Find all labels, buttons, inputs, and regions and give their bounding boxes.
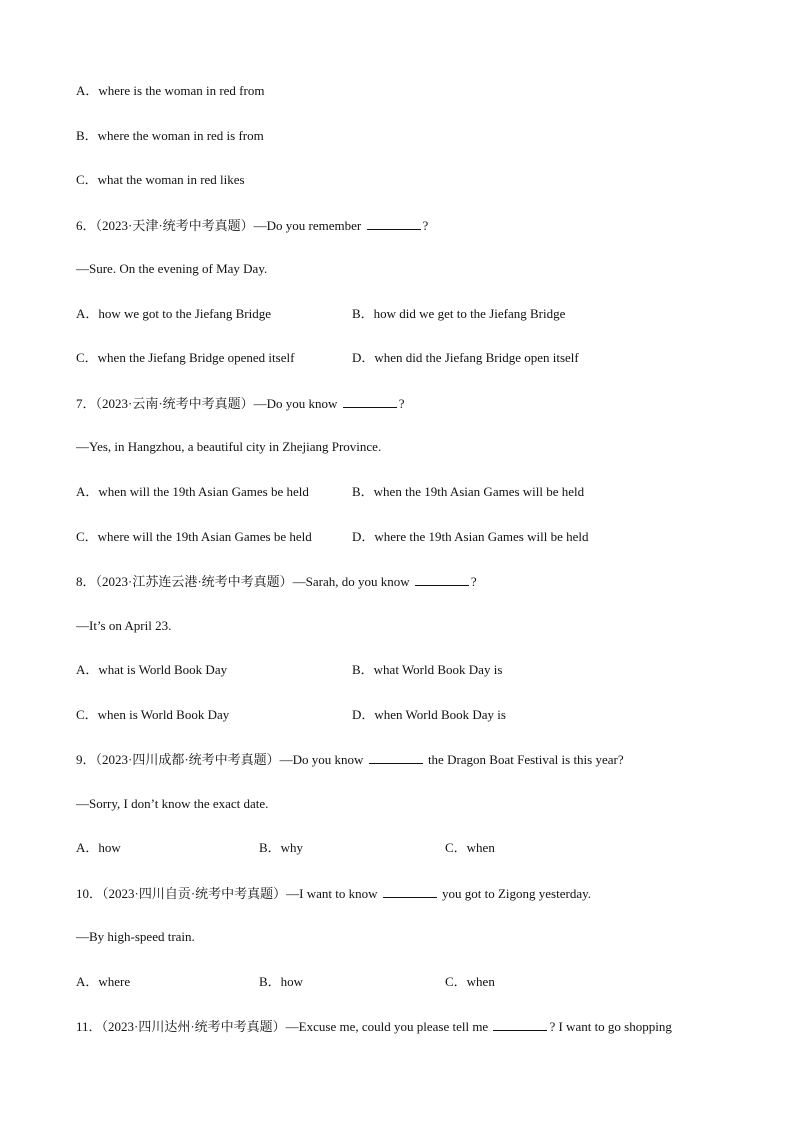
q6-option-d: D．when did the Jiefang Bridge open itself [352, 350, 579, 365]
q5-option-c: C．what the woman in red likes [76, 172, 245, 187]
q6-blank [367, 217, 421, 230]
q6-option-b: B．how did we get to the Jiefang Bridge [352, 306, 566, 321]
q7-option-c: C．where will the 19th Asian Games be held [76, 529, 312, 544]
q7-option-a: A．when will the 19th Asian Games be held [76, 484, 309, 499]
q10-option-c: C．when [445, 974, 495, 989]
q9-stem-text: 9．（2023·四川成都·统考中考真题）—Do you know [76, 752, 367, 767]
q6-stem-end: ? [422, 218, 429, 233]
q11-stem [76, 1018, 672, 1035]
q5-option-b: B．where the woman in red is from [76, 128, 264, 143]
q8-stem-text: 8．（2023·江苏连云港·统考中考真题）—Sarah, do you know [76, 574, 413, 589]
q6-stem [76, 217, 428, 234]
q6-stem-text: 6．（2023·天津·统考中考真题）—Do you remember [76, 218, 365, 233]
q8-option-a: A．what is World Book Day [76, 662, 228, 677]
q8-blank [415, 573, 469, 586]
q8-option-c: C．when is World Book Day [76, 707, 230, 722]
q5-option-a: A．where is the woman in red from [76, 83, 265, 98]
q9-option-b: B．why [259, 840, 304, 855]
q11-blank [493, 1018, 547, 1031]
q8-stem [76, 573, 477, 590]
q7-stem [76, 395, 404, 412]
q9-option-c: C．when [445, 840, 495, 855]
q6-option-c: C．when the Jiefang Bridge opened itself [76, 350, 295, 365]
q9-option-a: A．how [76, 840, 121, 855]
q6-answer: —Sure. On the evening of May Day. [76, 261, 268, 276]
q8-stem-end: ? [470, 574, 477, 589]
q11-stem-text: 11．（2023·四川达州·统考中考真题）—Excuse me, could you please tell me [76, 1019, 492, 1034]
q11-stem-end: ? I want to go shopping [549, 1019, 672, 1034]
q7-blank [343, 395, 397, 408]
q7-stem-text: 7．（2023·云南·统考中考真题）—Do you know [76, 396, 341, 411]
q9-stem-end: the Dragon Boat Festival is this year? [424, 752, 624, 767]
q10-stem [76, 885, 591, 902]
q7-stem-end: ? [398, 396, 405, 411]
q10-stem-text: 10．（2023·四川自贡·统考中考真题）—I want to know [76, 886, 381, 901]
q7-option-b: B．when the 19th Asian Games will be held [352, 484, 585, 499]
q7-option-d: D．where the 19th Asian Games will be held [352, 529, 589, 544]
q7-answer: —Yes, in Hangzhou, a beautiful city in Zhejiang Province. [76, 439, 382, 454]
q10-option-a: A．where [76, 974, 131, 989]
q8-answer: —It’s on April 23. [76, 618, 172, 633]
q10-blank [383, 885, 437, 898]
q8-option-d: D．when World Book Day is [352, 707, 506, 722]
q6-option-a: A．how we got to the Jiefang Bridge [76, 306, 271, 321]
q9-answer: —Sorry, I don’t know the exact date. [76, 796, 269, 811]
q10-stem-end: you got to Zigong yesterday. [438, 886, 592, 901]
q10-option-b: B．how [259, 974, 304, 989]
q8-option-b: B．what World Book Day is [352, 662, 503, 677]
q10-answer: —By high-speed train. [76, 929, 195, 944]
q9-stem [76, 751, 624, 768]
q9-blank [369, 751, 423, 764]
